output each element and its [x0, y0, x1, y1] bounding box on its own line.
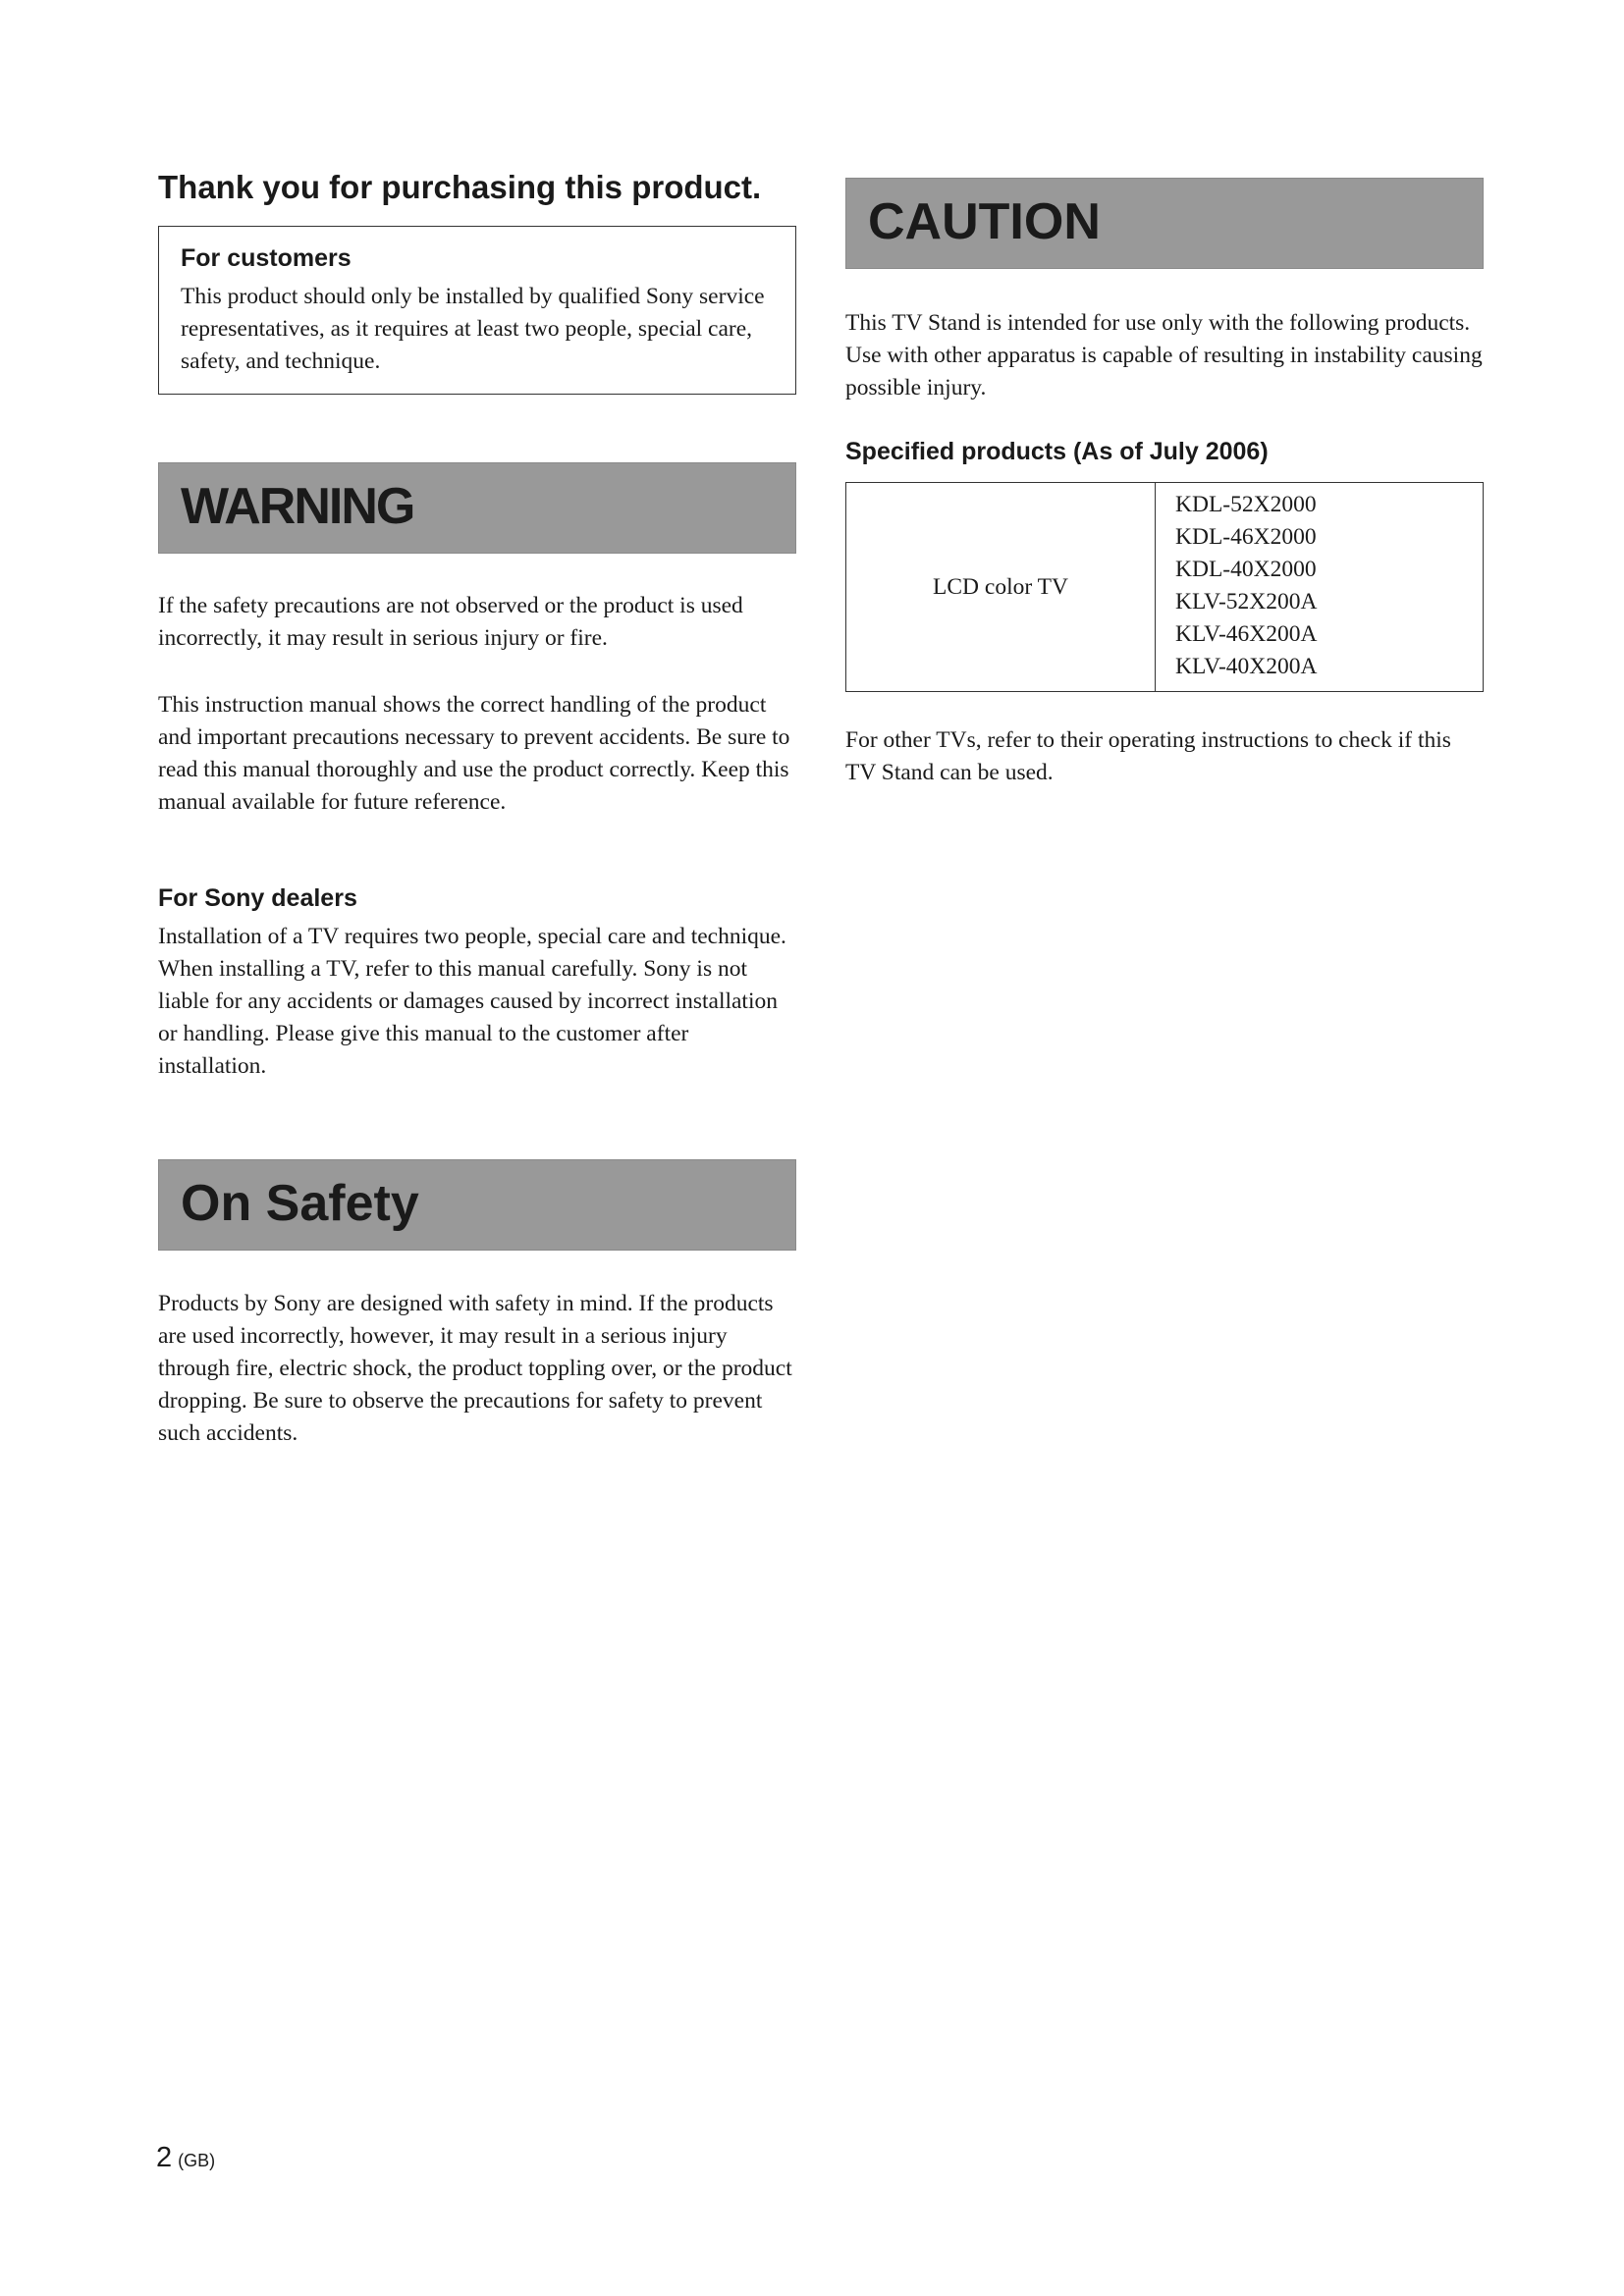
model-item: KDL-46X2000 [1175, 524, 1317, 550]
specified-products-title: Specified products (As of July 2006) [845, 438, 1269, 465]
warning-banner [158, 462, 796, 554]
product-models-cell [1156, 483, 1484, 692]
dealers-text: Installation of a TV requires two people, special care and technique. When installing a TV, refer to this manual carefully. Sony is not liable for any accidents or damages caused by incorrect installation or handling. Please give this manual to the customer after installation. [158, 924, 786, 1079]
specified-products-table [845, 482, 1484, 692]
warning-banner-label: WARNING [181, 478, 414, 535]
table-row [846, 483, 1484, 692]
model-item: KLV-52X200A [1175, 589, 1318, 614]
on-safety-text: Products by Sony are designed with safety in mind. If the products are used incorrectly, however, it may result in a serious injury through fire, electric shock, the product toppling over, or the product dropping. Be sure to observe the precautions for safety to prevent such accidents. [158, 1291, 792, 1446]
warning-paragraph-1: If the safety precautions are not observed or the product is used incorrectly, it may result in serious injury or fire. [158, 593, 743, 651]
customers-notice-box [158, 226, 796, 395]
customers-title: For customers [181, 244, 352, 272]
caution-banner [845, 178, 1484, 269]
caution-banner-label: CAUTION [868, 193, 1101, 250]
other-tvs-text: For other TVs, refer to their operating instructions to check if this TV Stand can be used. [845, 727, 1451, 785]
warning-paragraph-2: This instruction manual shows the correct handling of the product and important precautions necessary to prevent accidents. Be sure to read this manual thoroughly and use the product correctly. Keep this manual available for future reference. [158, 692, 790, 815]
product-category-cell: LCD color TV [846, 483, 1156, 692]
model-item: KLV-46X200A [1175, 621, 1318, 647]
on-safety-banner [158, 1159, 796, 1251]
dealers-title: For Sony dealers [158, 884, 357, 912]
region-code: (GB) [178, 2151, 216, 2170]
caution-text: This TV Stand is intended for use only with the following products. Use with other apparatus is capable of resulting in instability causing possible injury. [845, 310, 1483, 400]
model-item: KDL-40X2000 [1175, 557, 1317, 582]
model-item: KDL-52X2000 [1175, 492, 1317, 517]
page-footer [156, 2142, 215, 2174]
model-item: KLV-40X200A [1175, 654, 1318, 679]
on-safety-banner-label: On Safety [181, 1175, 419, 1232]
customers-text: This product should only be installed by qualified Sony service representatives, as it requires at least two people, special care, safety, and technique. [181, 284, 765, 374]
page-number: 2 [156, 2142, 173, 2173]
page-heading: Thank you for purchasing this product. [158, 169, 762, 205]
